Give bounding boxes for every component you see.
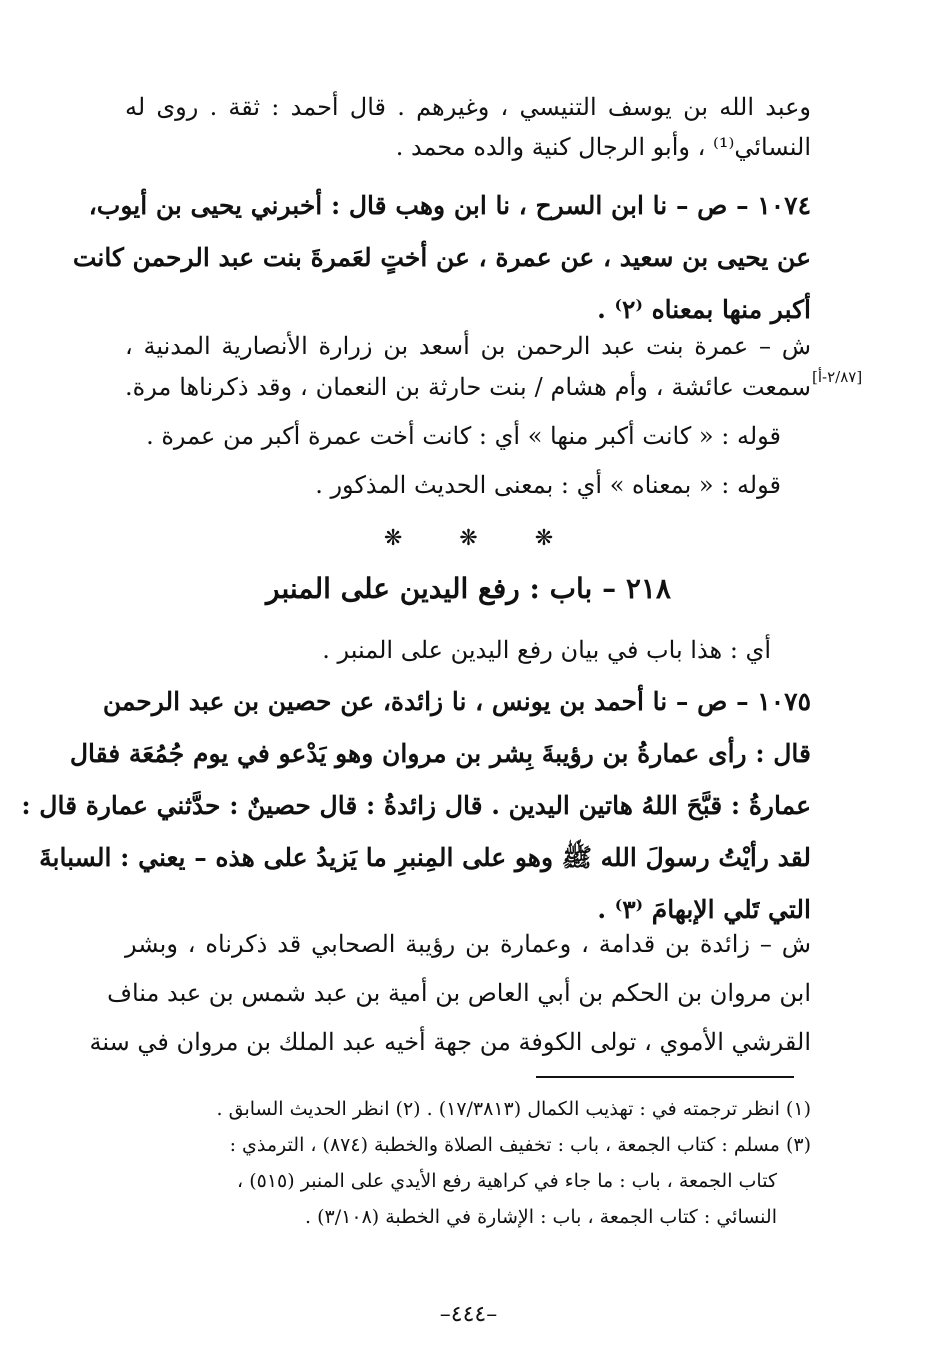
text-line: لقد رأيْتُ رسولَ الله ﷺ وهو على المِنبرِ ما يَزيدُ على هذه – يعني : السبابةَ — [39, 843, 811, 872]
text-line: قال : رأى عمارةُ بن رؤيبةَ بِشر بن مروان وهو يَدْعو في يوم جُمُعَة فقال — [69, 739, 811, 768]
section-separator — [0, 526, 937, 551]
text-line: عمارةُ : قبَّحَ اللهُ هاتين اليدين . قال زائدةُ : قال حصينٌ : حدَّثني عمارة قال : — [21, 791, 811, 820]
text-line: عن يحيى بن سعيد ، عن عمرة ، عن أختٍ لعَمرةَ بنت عبد الرحمن كانت — [72, 243, 811, 272]
hadith-1074 — [72, 180, 811, 336]
text-line: التي تَلي الإبهامَ ⁽٣⁾ . — [597, 895, 811, 924]
footnote-line: (١) انظر ترجمته في : تهذيب الكمال (١٧/٣٨١٣) . (٢) انظر الحديث السابق . — [216, 1098, 811, 1120]
text-line: أي : هذا باب في بيان رفع اليدين على المنبر . — [322, 636, 771, 664]
footnote-separator — [536, 1076, 794, 1078]
text-line: ١٠٧٤ – ص – نا ابن السرح ، نا ابن وهب قال : أخبرني يحيى بن أيوب، — [88, 191, 811, 220]
text-line: القرشي الأموي ، تولى الكوفة من جهة أخيه عبد الملك بن مروان في سنة — [89, 1028, 811, 1056]
star-icon: ❋ — [534, 526, 554, 551]
page-number: –٤٤٤– — [439, 1302, 498, 1327]
text-line: ش – زائدة بن قدامة ، وعمارة بن رؤيبة الصحابي قد ذكرناه ، وبشر — [125, 930, 811, 958]
text-line: ش – عمرة بنت عبد الرحمن بن أسعد بن زرارة الأنصارية المدنية ، — [125, 332, 811, 360]
text-line: النسائي⁽¹⁾ ، وأبو الرجال كنية والده محمد . — [395, 133, 811, 161]
text-line: قوله : « بمعناه » أي : بمعنى الحديث المذكور . — [315, 471, 781, 499]
star-icon: ❋ — [459, 526, 478, 551]
commentary-2 — [89, 920, 811, 1067]
footnote-line: (٣) مسلم : كتاب الجمعة ، باب : تخفيف الصلاة والخطبة (٨٧٤) ، الترمذي : — [229, 1134, 811, 1156]
text-line: سمعت عائشة ، وأم هشام / بنت حارثة بن النعمان ، وقد ذكرناها مرة. — [125, 373, 811, 401]
text-line: أكبر منها بمعناه ⁽٢⁾ . — [597, 295, 811, 324]
top-paragraph — [125, 90, 811, 164]
text-line: ١٠٧٥ – ص – نا أحمد بن يونس ، نا زائدة، عن حصين بن عبد الرحمن — [102, 687, 811, 716]
hadith-1075 — [21, 676, 811, 936]
footnote-line: كتاب الجمعة ، باب : ما جاء في كراهية رفع الأيدي على المنبر (٥١٥) ، — [237, 1170, 777, 1192]
chapter-intro — [125, 626, 811, 675]
footnote-line: النسائي : كتاب الجمعة ، باب : الإشارة في الخطبة (٣/١٠٨) . — [305, 1206, 777, 1228]
commentary-1 — [125, 322, 811, 510]
margin-reference: [٢/٨٧-أ] — [812, 368, 863, 386]
chapter-heading: ٢١٨ – باب : رفع اليدين على المنبر — [266, 572, 671, 605]
text-line: وعبد الله بن يوسف التنيسي ، وغيرهم . قال أحمد : ثقة . روى له — [125, 93, 811, 121]
star-icon: ❋ — [383, 526, 403, 551]
text-line: ابن مروان بن الحكم بن أبي العاص بن أمية بن عبد شمس بن عبد مناف — [107, 979, 811, 1007]
text-line: قوله : « كانت أكبر منها » أي : كانت أخت عمرة أكبر من عمرة . — [146, 422, 781, 450]
